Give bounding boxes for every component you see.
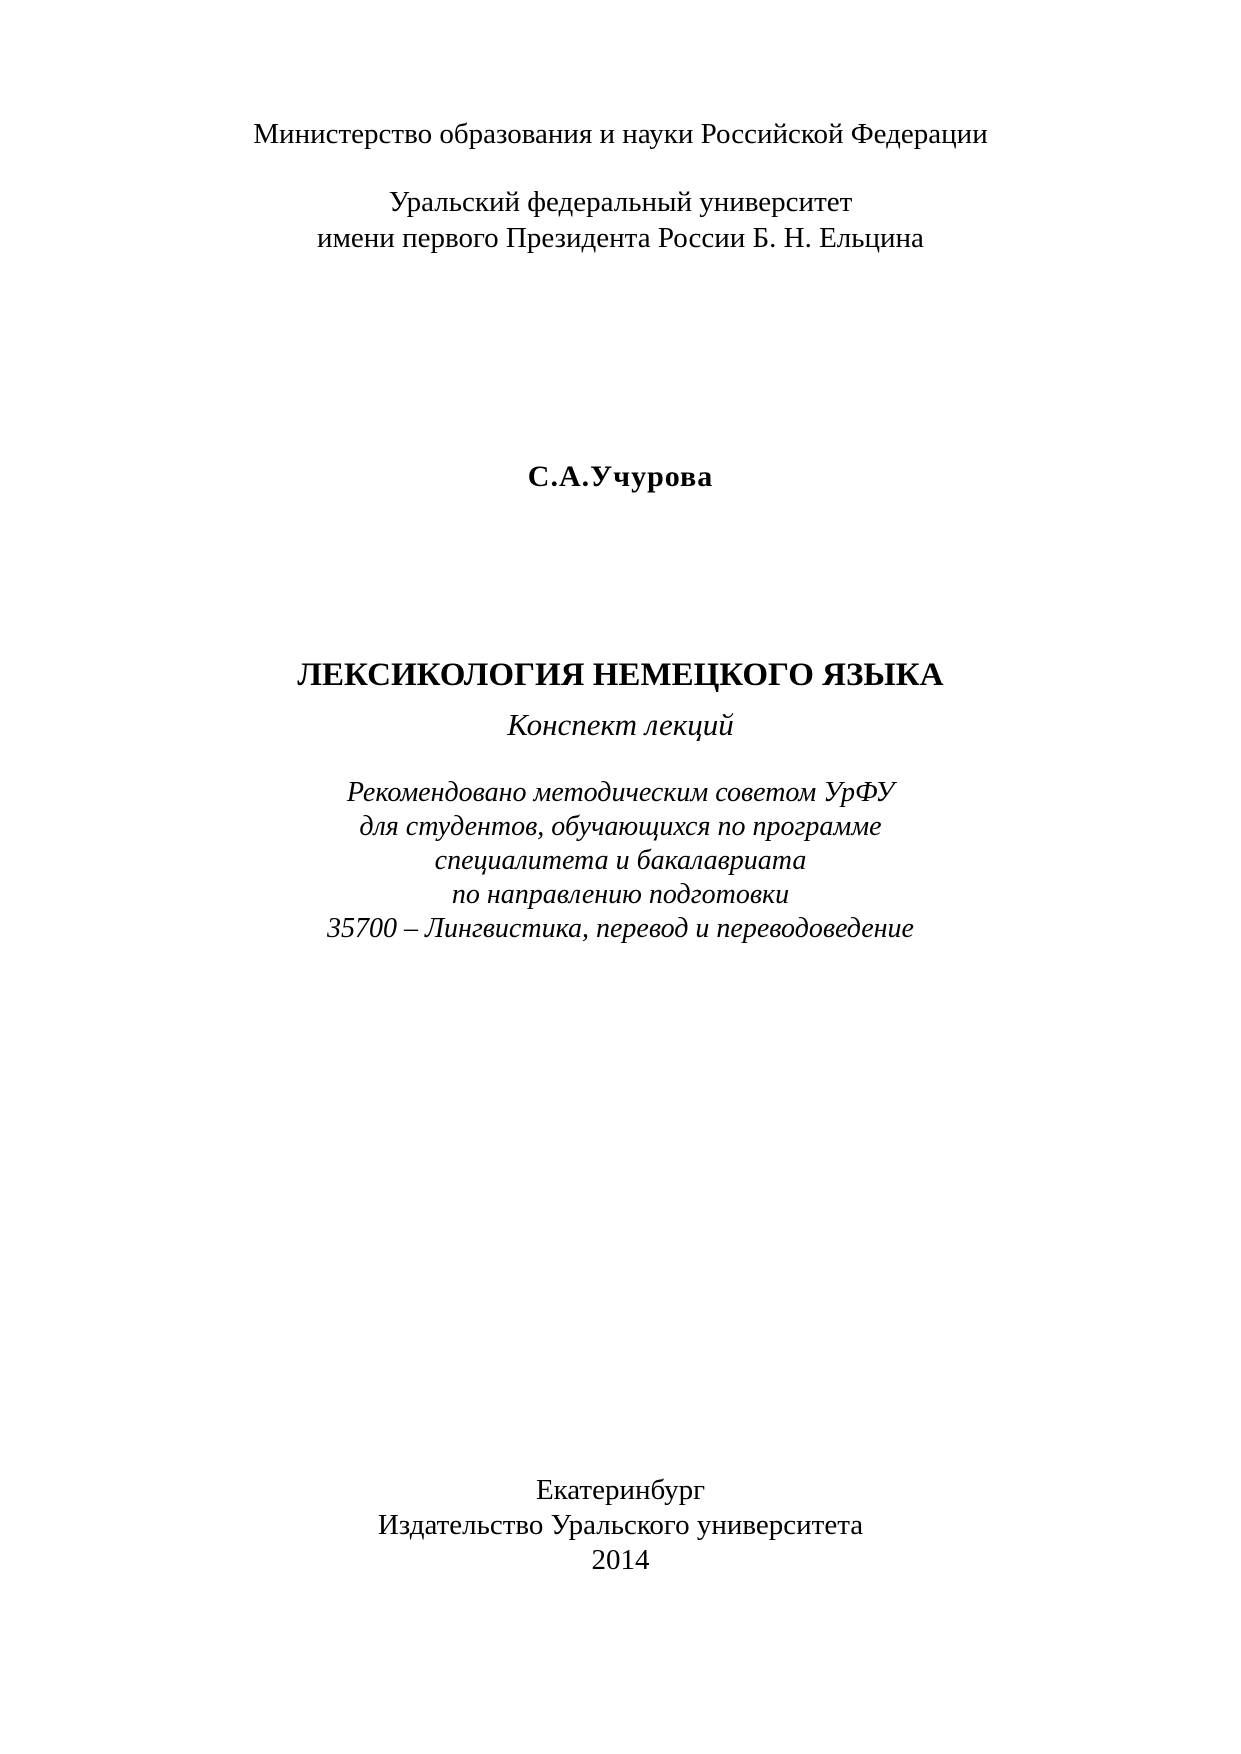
imprint-city: Екатеринбург: [535, 1474, 706, 1506]
book-subtitle: Конспект лекций: [507, 707, 734, 742]
book-title: ЛЕКСИКОЛОГИЯ НЕМЕЦКОГО ЯЗЫКА: [297, 657, 944, 693]
recommendation-line-5: 35700 – Лингвистика, перевод и переводоведение: [327, 913, 914, 944]
imprint-year: 2014: [591, 1544, 650, 1576]
recommendation-line-1: Рекомендовано методическим советом УрФУ: [346, 777, 895, 808]
recommendation-line-4: по направлению подготовки: [451, 879, 790, 910]
university-line-2: имени первого Президента России Б. Н. Ельцина: [317, 222, 924, 254]
university-line-1: Уральский федеральный университет: [388, 186, 853, 218]
author-name: С.А.Учурова: [527, 460, 714, 493]
recommendation-line-3: специалитета и бакалавриата: [434, 845, 807, 876]
recommendation-line-2: для студентов, обучающихся по программе: [359, 811, 882, 842]
imprint-publisher: Издательство Уральского университета: [377, 1509, 864, 1541]
ministry-line: Министерство образования и науки Российской Федерации: [253, 118, 988, 150]
